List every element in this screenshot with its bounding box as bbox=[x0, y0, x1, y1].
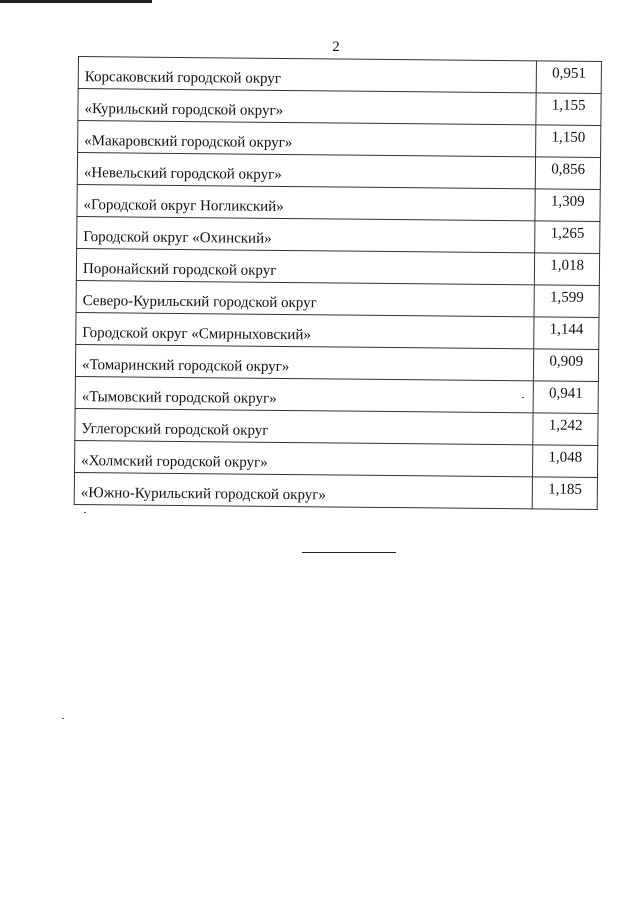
coefficient-value: 1,018 bbox=[535, 253, 600, 286]
coefficient-value: 0,951 bbox=[537, 61, 602, 94]
table-row bbox=[77, 184, 600, 221]
scan-speck bbox=[84, 512, 86, 513]
table-row bbox=[77, 153, 600, 190]
table-row bbox=[78, 57, 601, 94]
page-number: 2 bbox=[332, 39, 340, 55]
district-name: Северо-Курильский городской округ bbox=[76, 280, 535, 316]
district-name: «Курильский городской округ» bbox=[78, 89, 537, 125]
coefficient-value: 1,155 bbox=[536, 93, 601, 126]
coefficient-value: 0,909 bbox=[534, 349, 599, 382]
scan-speck bbox=[62, 718, 64, 719]
district-name: «Холмский городской округ» bbox=[75, 440, 534, 476]
table-row bbox=[75, 440, 598, 477]
district-name: Поронайский городской округ bbox=[76, 248, 535, 284]
district-name: Углегорский городской округ bbox=[75, 408, 534, 444]
end-rule bbox=[302, 552, 396, 553]
scan-edge-mark bbox=[0, 0, 152, 3]
district-name: Городской округ «Охинский» bbox=[77, 216, 536, 252]
district-name: «Макаровский городской округ» bbox=[78, 121, 537, 157]
district-name: «Городской округ Ногликский» bbox=[77, 184, 536, 220]
table-row bbox=[78, 89, 601, 126]
table-row bbox=[76, 280, 599, 317]
coefficient-value: 1,265 bbox=[535, 221, 600, 254]
coefficient-value: 0,856 bbox=[536, 157, 601, 190]
coefficient-value: 0,941 bbox=[533, 381, 598, 414]
coefficient-value: 1,150 bbox=[536, 125, 601, 158]
table-row bbox=[75, 344, 598, 381]
coefficient-value: 1,048 bbox=[533, 445, 598, 478]
table-row bbox=[74, 472, 597, 509]
table-row bbox=[75, 408, 598, 445]
coefficient-value: 1,185 bbox=[533, 477, 598, 510]
scan-speck bbox=[522, 397, 524, 398]
coefficients-table bbox=[74, 56, 602, 510]
district-name: «Невельский городской округ» bbox=[77, 153, 536, 189]
district-name: «Южно-Курильский городской округ» bbox=[74, 472, 533, 508]
table-row bbox=[75, 376, 598, 413]
district-name: Городской округ «Смирныховский» bbox=[76, 312, 535, 348]
table-row bbox=[77, 216, 600, 253]
table-row bbox=[76, 248, 599, 285]
table-row bbox=[76, 312, 599, 349]
table-body bbox=[74, 57, 601, 510]
district-name: «Томаринский городской округ» bbox=[75, 344, 534, 380]
coefficient-value: 1,599 bbox=[534, 285, 599, 318]
coefficient-value: 1,144 bbox=[534, 317, 599, 350]
district-name: «Тымовский городской округ» bbox=[75, 376, 534, 412]
district-name: Корсаковский городской округ bbox=[78, 57, 537, 93]
table-row bbox=[78, 121, 601, 158]
coefficient-value: 1,242 bbox=[533, 413, 598, 446]
coefficient-value: 1,309 bbox=[535, 189, 600, 222]
